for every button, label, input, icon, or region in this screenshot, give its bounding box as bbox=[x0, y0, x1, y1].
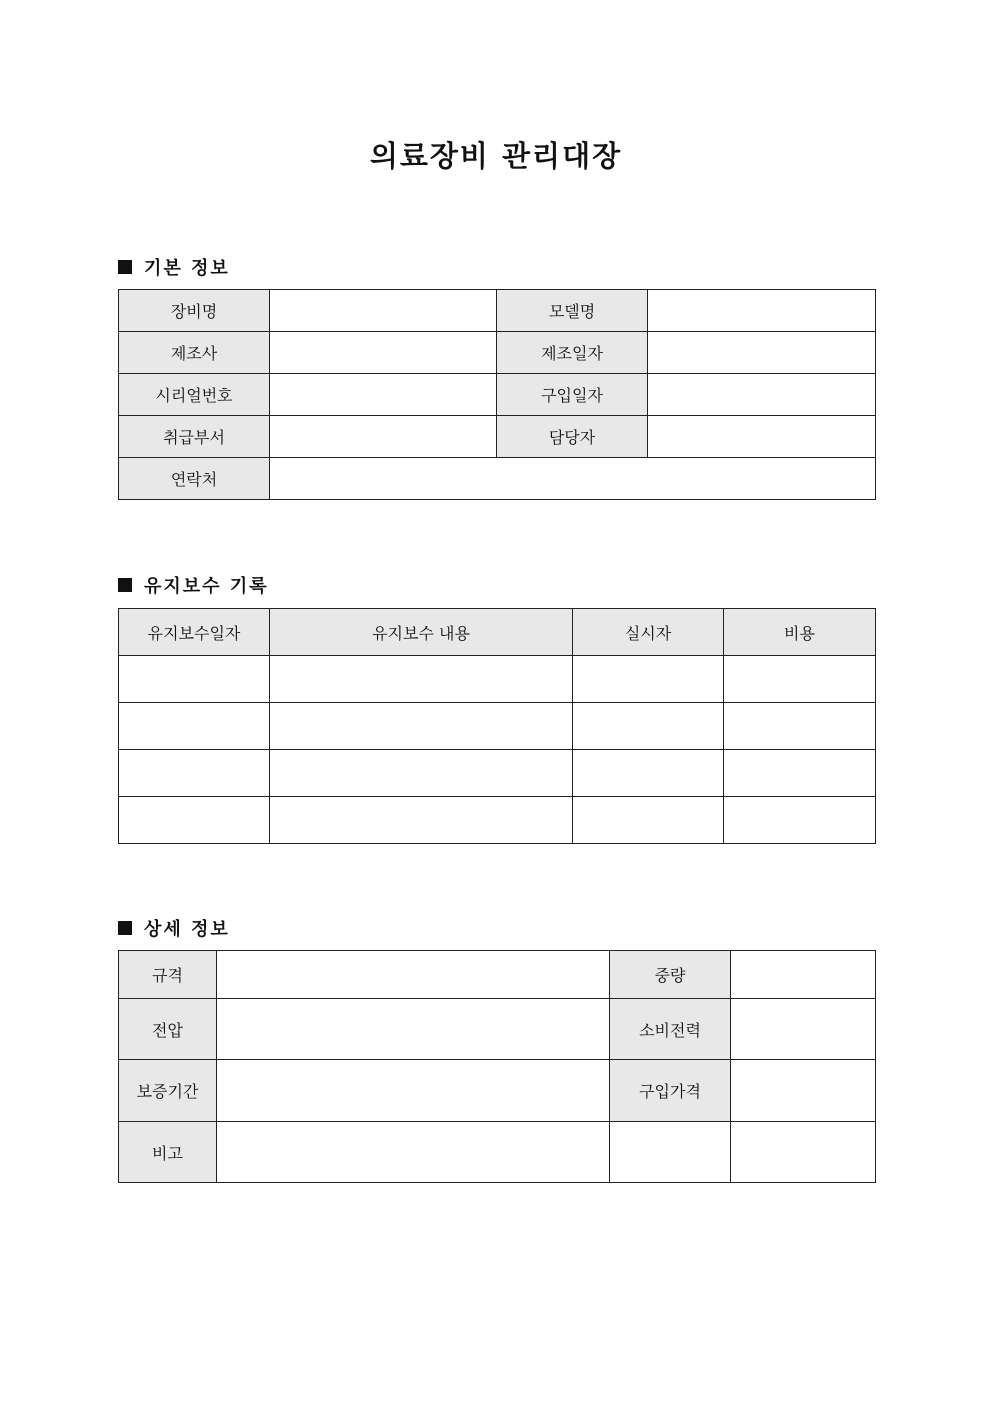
label-purchase-date: 구입일자 bbox=[497, 374, 648, 416]
label-voltage: 전압 bbox=[119, 999, 217, 1060]
remarks-field[interactable] bbox=[217, 1122, 610, 1183]
maintenance-date-cell[interactable] bbox=[119, 656, 270, 703]
table-row bbox=[119, 1122, 876, 1183]
table-header-row bbox=[119, 609, 876, 656]
maintenance-cost-cell[interactable] bbox=[724, 797, 876, 844]
table-row bbox=[119, 458, 876, 500]
manager-field[interactable] bbox=[648, 416, 876, 458]
maintenance-performer-cell[interactable] bbox=[573, 703, 724, 750]
maintenance-content-cell[interactable] bbox=[270, 797, 573, 844]
basic-info-table bbox=[118, 289, 876, 500]
table-row bbox=[119, 656, 876, 703]
warranty-field[interactable] bbox=[217, 1060, 610, 1122]
table-row bbox=[119, 332, 876, 374]
section-heading-basic bbox=[118, 254, 230, 280]
maintenance-content-cell[interactable] bbox=[270, 750, 573, 797]
voltage-field[interactable] bbox=[217, 999, 610, 1060]
label-equipment-name: 장비명 bbox=[119, 290, 270, 332]
table-row bbox=[119, 750, 876, 797]
power-field[interactable] bbox=[731, 999, 876, 1060]
square-bullet-icon bbox=[118, 921, 132, 935]
contact-field[interactable] bbox=[270, 458, 876, 500]
purchase-date-field[interactable] bbox=[648, 374, 876, 416]
label-serial-number: 시리얼번호 bbox=[119, 374, 270, 416]
maintenance-cost-cell[interactable] bbox=[724, 750, 876, 797]
equipment-name-field[interactable] bbox=[270, 290, 497, 332]
label-model-name: 모델명 bbox=[497, 290, 648, 332]
page-title: 의료장비 관리대장 bbox=[369, 139, 623, 173]
empty-cell[interactable] bbox=[610, 1122, 731, 1183]
serial-number-field[interactable] bbox=[270, 374, 497, 416]
column-header-date: 유지보수일자 bbox=[119, 609, 270, 656]
maintenance-content-cell[interactable] bbox=[270, 656, 573, 703]
maintenance-performer-cell[interactable] bbox=[573, 656, 724, 703]
section-heading-detail bbox=[118, 915, 230, 941]
label-power: 소비전력 bbox=[610, 999, 731, 1060]
section-heading-detail-text: 상세 정보 bbox=[144, 919, 230, 940]
maintenance-table bbox=[118, 608, 876, 844]
label-manufacture-date: 제조일자 bbox=[497, 332, 648, 374]
column-header-performer: 실시자 bbox=[573, 609, 724, 656]
label-price: 구입가격 bbox=[610, 1060, 731, 1122]
label-spec: 규격 bbox=[119, 951, 217, 999]
table-row bbox=[119, 1060, 876, 1122]
table-row bbox=[119, 999, 876, 1060]
manufacture-date-field[interactable] bbox=[648, 332, 876, 374]
maintenance-performer-cell[interactable] bbox=[573, 750, 724, 797]
label-manager: 담당자 bbox=[497, 416, 648, 458]
model-name-field[interactable] bbox=[648, 290, 876, 332]
table-row bbox=[119, 797, 876, 844]
empty-cell[interactable] bbox=[731, 1122, 876, 1183]
price-field[interactable] bbox=[731, 1060, 876, 1122]
table-row bbox=[119, 951, 876, 999]
manufacturer-field[interactable] bbox=[270, 332, 497, 374]
spec-field[interactable] bbox=[217, 951, 610, 999]
section-heading-maintenance-text: 유지보수 기록 bbox=[144, 576, 269, 597]
maintenance-cost-cell[interactable] bbox=[724, 703, 876, 750]
maintenance-cost-cell[interactable] bbox=[724, 656, 876, 703]
maintenance-content-cell[interactable] bbox=[270, 703, 573, 750]
detail-info-table bbox=[118, 950, 876, 1183]
maintenance-date-cell[interactable] bbox=[119, 750, 270, 797]
section-heading-basic-text: 기본 정보 bbox=[144, 258, 230, 279]
table-row bbox=[119, 290, 876, 332]
label-manufacturer: 제조사 bbox=[119, 332, 270, 374]
table-row bbox=[119, 374, 876, 416]
square-bullet-icon bbox=[118, 260, 132, 274]
label-remarks: 비고 bbox=[119, 1122, 217, 1183]
table-row bbox=[119, 703, 876, 750]
label-department: 취급부서 bbox=[119, 416, 270, 458]
square-bullet-icon bbox=[118, 578, 132, 592]
section-heading-maintenance bbox=[118, 572, 269, 598]
label-warranty: 보증기간 bbox=[119, 1060, 217, 1122]
label-weight: 중량 bbox=[610, 951, 731, 999]
maintenance-date-cell[interactable] bbox=[119, 703, 270, 750]
weight-field[interactable] bbox=[731, 951, 876, 999]
maintenance-date-cell[interactable] bbox=[119, 797, 270, 844]
label-contact: 연락처 bbox=[119, 458, 270, 500]
column-header-content: 유지보수 내용 bbox=[270, 609, 573, 656]
table-row bbox=[119, 416, 876, 458]
maintenance-performer-cell[interactable] bbox=[573, 797, 724, 844]
column-header-cost: 비용 bbox=[724, 609, 876, 656]
department-field[interactable] bbox=[270, 416, 497, 458]
